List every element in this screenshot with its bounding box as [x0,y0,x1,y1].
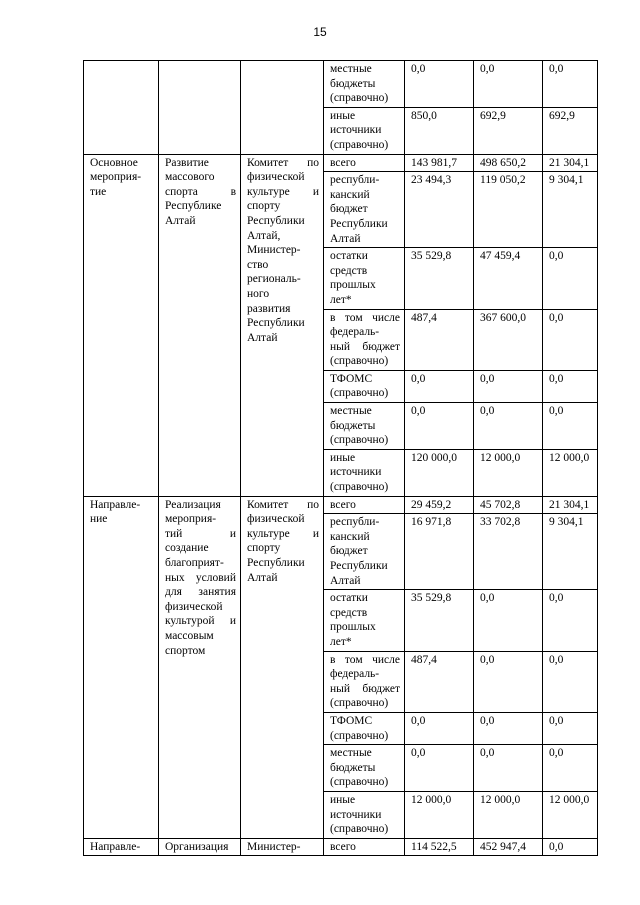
cell-line: культурой и [165,615,236,628]
table-row [84,154,598,172]
amount-cell: 47 459,4 [474,248,543,309]
funding-source-cell [324,838,405,856]
responsible-cell [241,154,324,496]
activity-type-cell [84,154,159,496]
cell-line: региональ- [247,273,301,286]
amount-cell: 23 494,3 [405,172,474,248]
cell-line: Организация [165,840,229,853]
amount-cell: 0,0 [405,403,474,450]
amount-cell: 850,0 [405,107,474,154]
table-row [84,838,598,856]
funding-source-cell [324,370,405,402]
amount-cell: 0,0 [543,61,598,108]
cell-line: иные [330,793,356,806]
cell-line: местные [330,405,372,418]
amount-cell: 35 529,8 [405,590,474,651]
funding-source-cell [324,403,405,450]
cell-line: (справочно) [330,729,389,742]
amount-cell: 119 050,2 [474,172,543,248]
funding-source-cell [324,154,405,172]
amount-cell: 9 304,1 [543,514,598,590]
cell-line: благоприят- [165,557,224,569]
cell-line: Республики [247,557,305,569]
cell-line: спорту [247,200,281,213]
cell-line: (справочно) [330,387,389,400]
cell-line: тий и [165,527,236,540]
amount-cell: 12 000,0 [405,791,474,838]
funding-source-cell [324,309,405,370]
cell-line: физической [247,171,305,184]
cell-line: федераль- [330,668,380,681]
amount-cell: 0,0 [474,403,543,450]
cell-line: ных условий [165,571,236,584]
amount-cell: 0,0 [543,370,598,402]
funding-source-cell [324,172,405,248]
amount-cell: 367 600,0 [474,309,543,370]
amount-cell: 0,0 [543,745,598,792]
cell-line: прошлых [330,279,376,292]
amount-cell: 0,0 [474,61,543,108]
cell-line: республи- [330,516,380,529]
funding-source-cell [324,712,405,744]
funding-source-cell [324,651,405,712]
amount-cell: 452 947,4 [474,838,543,856]
cell-line: создание [165,542,209,555]
cell-line: Алтай, [247,229,281,242]
cell-line: в том числе [330,311,400,324]
cell-line: (справочно) [330,92,389,105]
cell-line: (справочно) [330,776,389,789]
cell-line: Республики [330,217,388,230]
cell-line: бюджет [330,545,368,558]
activity-name-cell [159,61,241,155]
amount-cell: 0,0 [543,712,598,744]
activity-name-cell [159,496,241,838]
cell-line: физической [247,513,305,526]
cell-line: лет* [330,293,352,306]
activity-name-cell [159,154,241,496]
amount-cell: 33 702,8 [474,514,543,590]
cell-line: массового [165,171,215,184]
cell-line: спорта в [165,185,236,198]
activity-name-cell [159,838,241,856]
cell-line: Министер- [247,244,301,257]
cell-line: средств [330,264,368,277]
amount-cell: 487,4 [405,651,474,712]
cell-line: остатки [330,250,368,263]
amount-cell: 0,0 [474,712,543,744]
amount-cell: 0,0 [543,403,598,450]
cell-line: Республики [247,317,305,330]
cell-line: Республики [247,214,305,227]
cell-line: (справочно) [330,823,389,836]
amount-cell: 0,0 [405,745,474,792]
cell-line: спорту [247,542,281,555]
cell-line: канский [330,188,370,201]
cell-line: Республики [330,560,388,572]
amount-cell: 12 000,0 [474,449,543,496]
amount-cell: 21 304,1 [543,154,598,172]
cell-line: источники [330,466,382,479]
amount-cell: 692,9 [543,107,598,154]
amount-cell: 9 304,1 [543,172,598,248]
cell-line: культуре и [247,527,319,540]
cell-line: мероприя- [90,171,142,184]
table-row [84,496,598,514]
cell-line: Комитет по [247,498,319,511]
cell-line: всего [330,840,356,853]
cell-line: спортом [165,644,206,657]
cell-line: всего [330,498,356,511]
funding-source-cell [324,590,405,651]
cell-line: (справочно) [330,697,389,710]
funding-source-cell [324,248,405,309]
cell-line: Основное [90,156,138,169]
activity-type-cell [84,61,159,155]
amount-cell: 0,0 [543,309,598,370]
amount-cell: 0,0 [405,61,474,108]
cell-line: ТФОМС [330,372,373,385]
cell-line: бюджеты [330,77,376,90]
cell-line: (справочно) [330,138,389,151]
cell-line: (справочно) [330,434,389,447]
amount-cell: 0,0 [543,590,598,651]
amount-cell: 0,0 [474,651,543,712]
funding-source-cell [324,107,405,154]
cell-line: Комитет по [247,156,319,169]
cell-line: ный бюджет [330,682,400,695]
cell-line: (справочно) [330,355,389,368]
amount-cell: 29 459,2 [405,496,474,514]
cell-line: местные [330,63,372,75]
cell-line: местные [330,747,372,760]
page-number: 15 [313,25,327,39]
amount-cell: 45 702,8 [474,496,543,514]
amount-cell: 0,0 [474,370,543,402]
funding-source-cell [324,791,405,838]
cell-line: иные [330,451,356,464]
cell-line: всего [330,156,356,169]
cell-line: республи- [330,174,380,187]
cell-line: развития [247,302,291,315]
cell-line: Алтай [247,331,278,344]
cell-line: Республике [165,200,222,213]
responsible-cell [241,838,324,856]
amount-cell: 0,0 [543,651,598,712]
cell-line: мероприя- [165,513,217,526]
amount-cell: 12 000,0 [543,791,598,838]
amount-cell: 143 981,7 [405,154,474,172]
cell-line: канский [330,530,370,543]
funding-source-cell [324,514,405,590]
cell-line: Направле- [90,498,141,511]
funding-source-cell [324,496,405,514]
cell-line: в том числе [330,653,400,666]
amount-cell: 114 522,5 [405,838,474,856]
cell-line: ТФОМС [330,714,373,727]
cell-line: источники [330,124,382,137]
cell-line: тие [90,185,107,198]
funding-source-cell [324,449,405,496]
amount-cell: 0,0 [405,370,474,402]
amount-cell: 0,0 [474,590,543,651]
cell-line: ный бюджет [330,340,400,353]
cell-line: Министер- [247,840,301,853]
cell-line: Алтай [165,214,196,227]
cell-line: прошлых [330,621,376,634]
cell-line: лет* [330,635,352,648]
amount-cell: 12 000,0 [543,449,598,496]
cell-line: бюджеты [330,761,376,774]
activity-type-cell [84,838,159,856]
cell-line: иные [330,109,356,122]
cell-line: бюджеты [330,419,376,432]
budget-table [83,60,598,856]
amount-cell: 0,0 [474,745,543,792]
cell-line: ство [247,258,269,271]
activity-type-cell [84,496,159,838]
cell-line: Алтай [330,574,361,587]
table-row [84,61,598,108]
amount-cell: 487,4 [405,309,474,370]
cell-line: Алтай [330,232,361,245]
cell-line: Реализация [165,498,221,511]
cell-line: ние [90,513,108,526]
amount-cell: 120 000,0 [405,449,474,496]
amount-cell: 692,9 [474,107,543,154]
cell-line: ного [247,287,270,300]
amount-cell: 12 000,0 [474,791,543,838]
amount-cell: 21 304,1 [543,496,598,514]
amount-cell: 35 529,8 [405,248,474,309]
cell-line: Алтай [247,571,278,584]
cell-line: Направле- [90,840,141,853]
amount-cell: 498 650,2 [474,154,543,172]
cell-line: остатки [330,592,368,605]
cell-line: физической [165,600,223,613]
cell-line: массовым [165,629,214,642]
cell-line: средств [330,606,368,619]
amount-cell: 16 971,8 [405,514,474,590]
cell-line: (справочно) [330,481,389,494]
amount-cell: 0,0 [405,712,474,744]
cell-line: федераль- [330,326,380,339]
cell-line: источники [330,808,382,821]
cell-line: культуре и [247,185,319,198]
funding-source-cell [324,745,405,792]
funding-source-cell [324,61,405,108]
cell-line: Развитие [165,156,209,169]
amount-cell: 0,0 [543,248,598,309]
amount-cell: 0,0 [543,838,598,856]
responsible-cell [241,496,324,838]
responsible-cell [241,61,324,155]
cell-line: бюджет [330,203,368,216]
cell-line: для занятия [165,586,236,599]
